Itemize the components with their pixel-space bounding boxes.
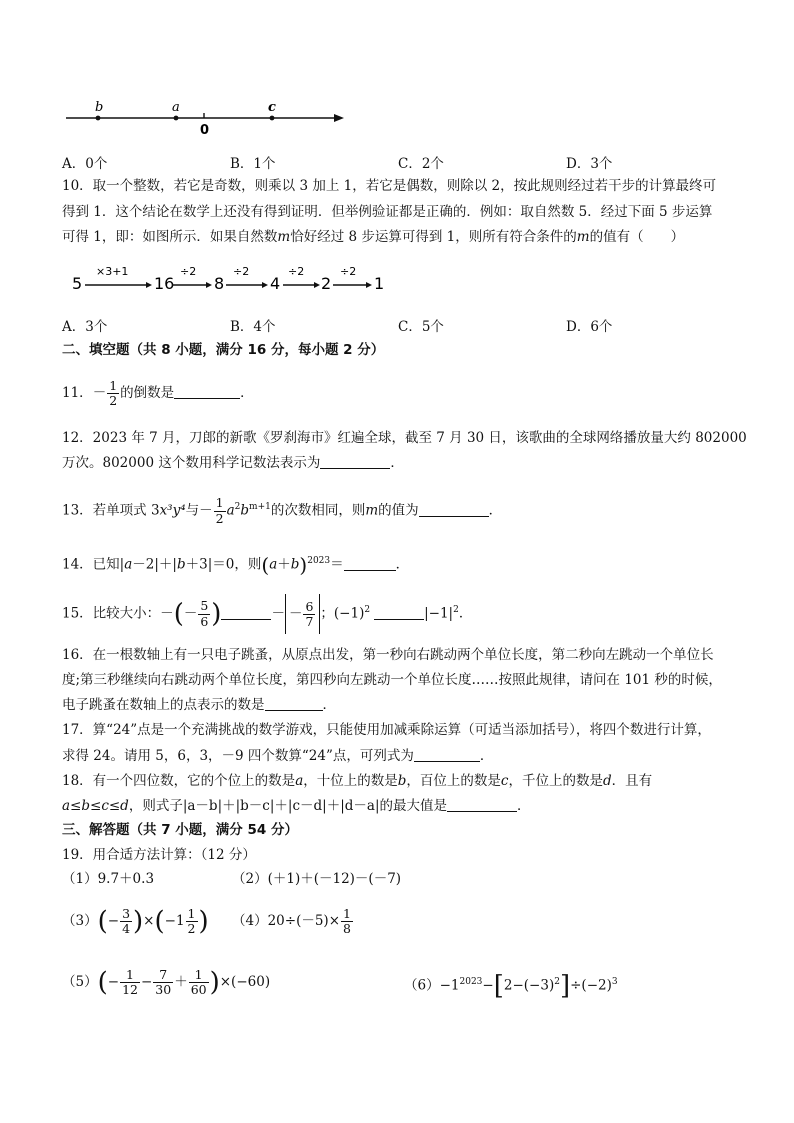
point-c <box>270 116 275 121</box>
flow-num: 16 <box>154 274 175 293</box>
q10-choice-d[interactable]: D．6个 <box>566 319 613 335</box>
point-a <box>174 116 179 121</box>
q19-part5: （5）(− $\frac{1}{12}$ − $\frac{7}{30}$ ＋ $\frac{1}{60}$ )×(−60) <box>62 966 271 998</box>
q16-line2: 度;第三秒继续向右跳动两个单位长度，第四秒向左跳动一个单位长度……按照此规律，请问在 101 秒的时候， <box>62 672 722 688</box>
q17-line1: 17．算“24”点是一个充满挑战的数学游戏，只能使用加减乘除运算（可适当添加括号），将四个数进行计算， <box>62 722 711 738</box>
q16-line1: 16．在一根数轴上有一只电子跳蚤，从原点出发，第一秒向右跳动两个单位长度，第二秒向左跳动一个单位长 <box>62 647 714 663</box>
number-line-figure <box>62 96 352 140</box>
q18-line1: 18．有一个四位数，它的个位上的数是a，十位上的数是b，百位上的数是c，千位上的数是d．且有 <box>62 773 653 789</box>
q10-choice-c[interactable]: C．5个 <box>398 319 444 335</box>
q17-line2: 求得 24。请用 5，6，3，－9 四个数算“24”点，可列式为 ． <box>62 748 494 764</box>
q19-part3: （3）(− $\frac{3}{4}$ )×(−1 $\frac{1}{2}$ ) <box>62 905 209 937</box>
q17-answer-blank[interactable] <box>414 747 480 762</box>
flow-op: ×3+1 <box>96 265 129 278</box>
q12-answer-blank[interactable] <box>320 454 390 469</box>
q16-answer-blank[interactable] <box>265 696 323 711</box>
q12-line2: 万次。802000 这个数用科学记数法表示为 ． <box>62 455 404 471</box>
label-c: c <box>268 100 276 115</box>
q18-answer-blank[interactable] <box>447 797 517 812</box>
q11: 11．－ $\frac{1}{2}$ 的倒数是 ． <box>62 377 254 408</box>
q10-line3: 可得 1，即：如图所示．如果自然数m恰好经过 8 步运算可得到 1，则所有符合条件的m的值有（ ） <box>62 229 685 245</box>
q9-choice-b[interactable]: B．1个 <box>230 156 276 172</box>
flow-op: ÷2 <box>340 265 357 278</box>
q13: 13．若单项式 3x³y⁴与－ $\frac{1}{2}$ $a^2b^{m+1}$的次数相同，则m的值为 ． <box>62 495 503 526</box>
q10-choice-a[interactable]: A．3个 <box>62 319 108 335</box>
q9-choice-c[interactable]: C．2个 <box>398 156 444 172</box>
q19-part4: （4）20÷(－5)× $\frac{1}{8}$ <box>232 905 351 936</box>
q11-fraction: $\frac{1}{2}$ <box>109 377 118 408</box>
flow-num: 1 <box>374 274 385 293</box>
q15-blank-2[interactable] <box>374 605 424 620</box>
q10-flow-figure <box>68 258 388 300</box>
flow-num: 4 <box>270 274 281 293</box>
q19-part2: （2）(＋1)＋(－12)－(－7) <box>232 871 402 887</box>
q19-part6: $(6)-1^{2023}-[2-(-3)^2]\div(-2)^3$ <box>404 971 618 1001</box>
flow-op: ÷2 <box>233 265 250 278</box>
q15-blank-1[interactable] <box>221 605 271 620</box>
flow-op: ÷2 <box>180 265 197 278</box>
q13-answer-blank[interactable] <box>419 502 489 517</box>
q19-title: 19．用合适方法计算：（12 分） <box>62 847 256 863</box>
q12-line1: 12．2023 年 7 月，刀郎的新歌《罗刹海市》红遍全球，截至 7 月 30 日，该歌曲的全球网络播放量大约 802000 <box>62 430 747 446</box>
q9-choice-d[interactable]: D．3个 <box>566 156 613 172</box>
q19-part1: （1）9.7＋0.3 <box>62 871 155 887</box>
q16-line3: 电子跳蚤在数轴上的点表示的数是 ． <box>62 697 336 713</box>
q9-choice-a[interactable]: A．0个 <box>62 156 108 172</box>
q10-choice-b[interactable]: B．4个 <box>230 319 276 335</box>
flow-num: 5 <box>72 274 83 293</box>
q18-line2: a≤b≤c≤d，则式子|a－b|＋|b－c|＋|c－d|＋|d－a|的最大值是 ． <box>62 798 531 814</box>
q10-line1: 10．取一个整数，若它是奇数，则乘以 3 加上 1，若它是偶数，则除以 2，按此规则经过若干步的计算最终可 <box>62 178 717 194</box>
flow-op: ÷2 <box>288 265 305 278</box>
section3-heading: 三、解答题（共 7 小题，满分 54 分） <box>62 822 298 838</box>
label-a: a <box>172 100 180 115</box>
q10-line2: 得到 1．这个结论在数学上还没有得到证明．但举例验证都是正确的．例如：取自然数 5．经过下面 5 步运算 <box>62 204 713 220</box>
point-b <box>96 116 101 121</box>
flow-num: 2 <box>321 274 332 293</box>
label-b: b <box>95 100 104 115</box>
section2-heading: 二、填空题（共 8 小题，满分 16 分，每小题 2 分） <box>62 342 385 358</box>
q15: 15．比较大小：－(－ $\frac{5}{6}$ ) － － $\frac{6}{7}$ ；$(-1)^2$ $|-1|^2$． <box>62 590 472 634</box>
q14-answer-blank[interactable] <box>344 556 396 571</box>
q14: 14．已知|a－2|＋|b＋3|＝0，则$(a+b)^{2023}=$ ． <box>62 553 410 577</box>
flow-num: 8 <box>214 274 225 293</box>
label-zero: 0 <box>200 123 210 138</box>
q11-answer-blank[interactable] <box>174 384 240 399</box>
